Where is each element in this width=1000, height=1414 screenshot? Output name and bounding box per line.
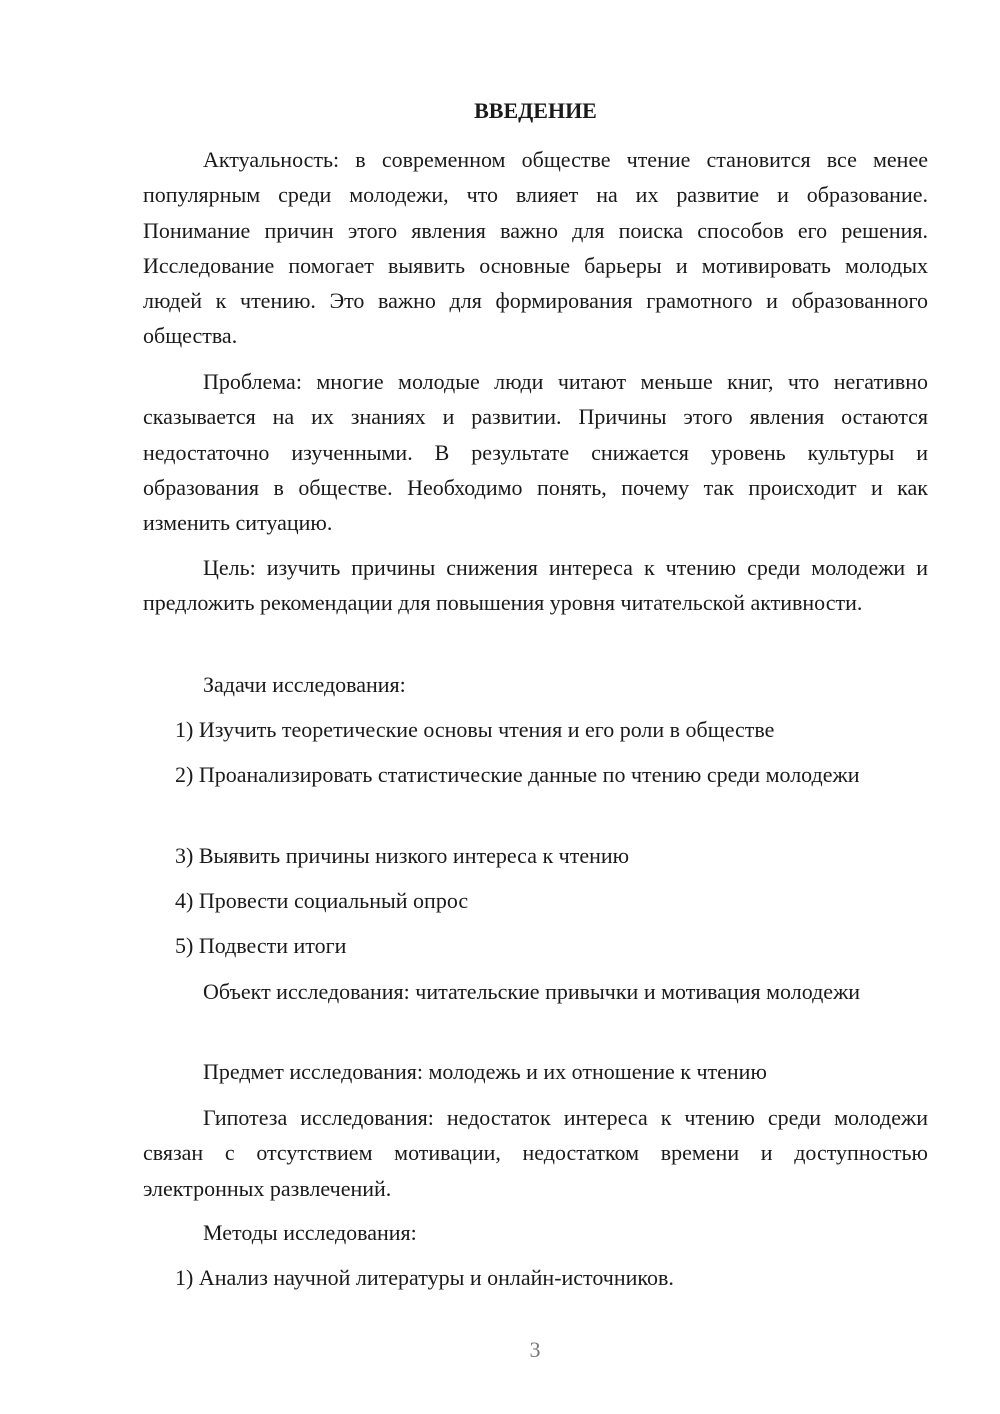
task-item-3: 3) Выявить причины низкого интереса к чтению bbox=[175, 843, 630, 868]
task-item-5: 5) Подвести итоги bbox=[175, 933, 347, 958]
hypothesis-paragraph: Гипотеза исследования: недостаток интереса к чтению среди молодежи связан с отсутствием мотивации, недостатком времени и доступностью электронных развлечений. bbox=[143, 1105, 928, 1201]
problem-paragraph: Проблема: многие молодые люди читают меньше книг, что негативно сказывается на их знаниях и развитии. Причины этого явления остаются недостаточно изученными. В результате снижается уровень культуры и образования в обществе. Необходимо понять, почему так происходит и как изменить ситуацию. bbox=[143, 369, 928, 536]
task-item-4: 4) Провести социальный опрос bbox=[175, 888, 469, 913]
method-item-1: 1) Анализ научной литературы и онлайн-источников. bbox=[175, 1265, 674, 1290]
tasks-label: Задачи исследования: bbox=[203, 672, 406, 697]
page-number: 3 bbox=[529, 1337, 541, 1362]
goal-paragraph: Цель: изучить причины снижения интереса к чтению среди молодежи и предложить рекомендации для повышения уровня читательской активности. bbox=[143, 555, 928, 616]
task-item-2: 2) Проанализировать статистические данные по чтению среди молодежи bbox=[175, 762, 860, 787]
relevance-paragraph: Актуальность: в современном обществе чтение становится все менее популярным среди молодежи, что влияет на их развитие и образование. Понимание причин этого явления важно для поиска способов его решения. Исследование помогает выявить основные барьеры и мотивировать молодых людей к чтению. Это важно для формирования грамотного и образованного общества. bbox=[143, 147, 928, 349]
task-item-1: 1) Изучить теоретические основы чтения и его роли в обществе bbox=[175, 717, 775, 742]
subject-paragraph: Предмет исследования: молодежь и их отношение к чтению bbox=[203, 1059, 767, 1084]
methods-label: Методы исследования: bbox=[203, 1220, 417, 1245]
object-paragraph: Объект исследования: читательские привычки и мотивация молодежи bbox=[203, 979, 861, 1004]
section-heading: ВВЕДЕНИЕ bbox=[474, 98, 597, 123]
